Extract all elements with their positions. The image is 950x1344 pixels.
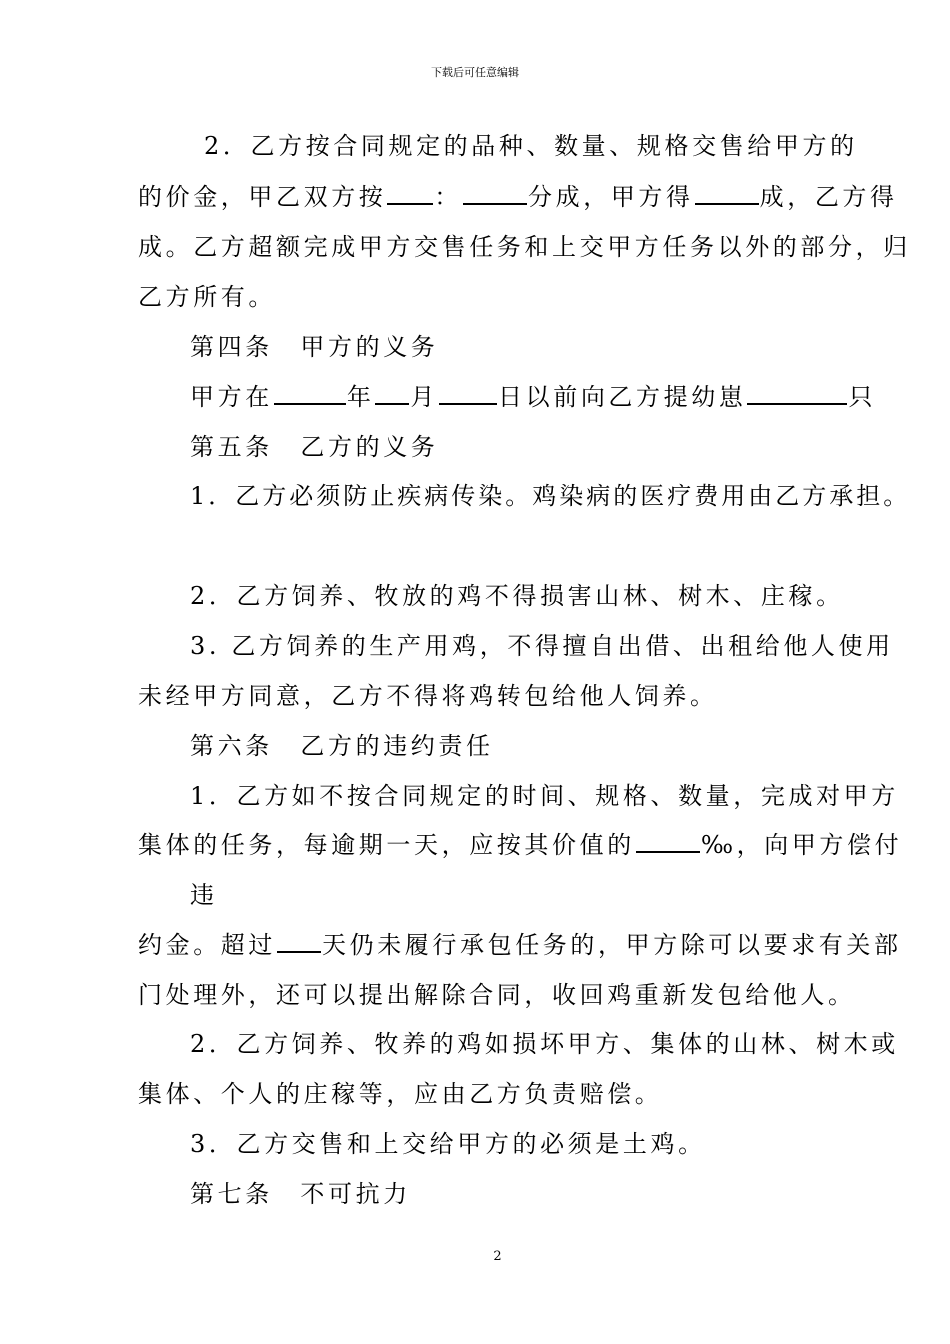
text-segment: 分成，甲方得	[528, 183, 694, 211]
blank-field	[375, 383, 409, 405]
blank-field	[277, 931, 321, 953]
text-segment: 集体的任务，每逾期一天，应按其价值的	[138, 831, 635, 859]
blank-field	[747, 383, 847, 405]
clause-3-item-2-line-4: 乙方所有。	[138, 283, 276, 311]
text-segment: 的价金，甲乙双方按	[138, 183, 387, 211]
text-segment: 甲方在	[190, 383, 273, 411]
clause-3-item-2-line-1: 2．乙方按合同规定的品种、数量、规格交售给甲方的	[204, 132, 858, 160]
text-segment: ‰，向甲方偿付	[700, 831, 903, 859]
text-segment: 年	[346, 383, 375, 411]
text-segment: ：	[434, 183, 463, 211]
clause-6-item-1-line-1: 1．乙方如不按合同规定的时间、规格、数量，完成对甲方	[190, 782, 899, 810]
blank-field	[463, 183, 527, 205]
clause-6-heading: 第六条 乙方的违约责任	[190, 732, 494, 760]
clause-5-item-1: 1．乙方必须防止疾病传染。鸡染病的医疗费用由乙方承担。	[190, 482, 911, 510]
blank-field	[636, 831, 700, 853]
clause-6-item-3: 3．乙方交售和上交给甲方的必须是土鸡。	[190, 1130, 706, 1158]
page-header: 下载后可任意编辑	[431, 66, 519, 79]
blank-field	[274, 383, 346, 405]
clause-4-body	[190, 382, 876, 412]
clause-4-heading: 第四条 甲方的义务	[190, 333, 439, 361]
text-segment: 约金。超过	[138, 931, 276, 959]
text-segment: 日以前向乙方提幼崽	[498, 383, 747, 411]
clause-5-heading: 第五条 乙方的义务	[190, 433, 439, 461]
clause-6-item-1-line-5: 门处理外，还可以提出解除合同，收回鸡重新发包给他人。	[138, 981, 856, 1009]
clause-3-item-2-line-2	[138, 182, 898, 212]
clause-6-item-2-line-2: 集体、个人的庄稼等，应由乙方负责赔偿。	[138, 1080, 663, 1108]
clause-6-item-1-line-3: 违	[190, 881, 218, 909]
clause-6-item-1-line-2	[138, 830, 902, 860]
blank-field	[695, 183, 759, 205]
clause-5-item-3-line-2: 未经甲方同意，乙方不得将鸡转包给他人饲养。	[138, 682, 718, 710]
text-segment: 月	[410, 383, 439, 411]
text-segment: 成，乙方得	[759, 183, 898, 211]
page-number: 2	[493, 1249, 502, 1264]
clause-3-item-2-line-3: 成。乙方超额完成甲方交售任务和上交甲方任务以外的部分，归	[138, 233, 911, 261]
clause-6-item-2-line-1: 2．乙方饲养、牧养的鸡如损坏甲方、集体的山林、树木或	[190, 1030, 899, 1058]
clause-5-item-3-line-1: 3. 乙方饲养的生产用鸡，不得擅自出借、出租给他人使用	[190, 632, 894, 660]
text-segment: 天仍未履行承包任务的，甲方除可以要求有关部	[322, 931, 902, 959]
clause-6-item-1-line-4	[138, 930, 902, 960]
clause-7-heading: 第七条 不可抗力	[190, 1180, 411, 1208]
text-segment: 只	[848, 383, 877, 411]
blank-field	[439, 383, 497, 405]
blank-field	[387, 183, 433, 205]
clause-5-item-2: 2．乙方饲养、牧放的鸡不得损害山林、树木、庄稼。	[190, 582, 844, 610]
